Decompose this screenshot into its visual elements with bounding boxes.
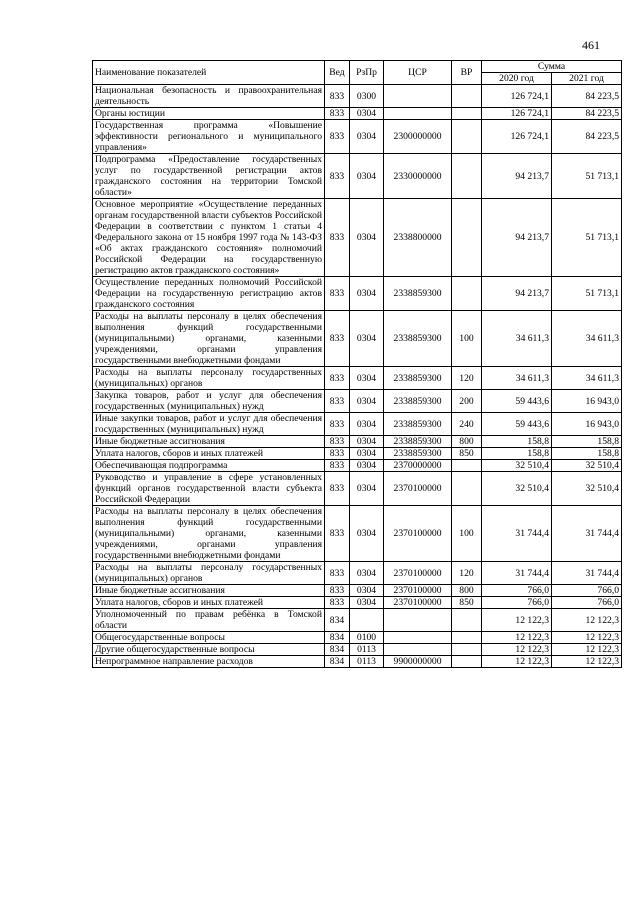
cell-vr: 100 [452, 506, 482, 562]
cell-ved: 833 [325, 199, 350, 277]
cell-rzpr: 0304 [350, 506, 384, 562]
cell-csr: 2338859300 [384, 311, 452, 367]
cell-rzpr: 0100 [350, 632, 384, 644]
cell-sum-2020: 766,0 [482, 597, 552, 609]
table-row [93, 120, 622, 154]
cell-sum-2021: 16 943,0 [552, 390, 622, 413]
cell-vr [452, 644, 482, 656]
cell-name: Непрограммное направление расходов [93, 656, 325, 668]
cell-name: Руководство и управление в сфере установленных функций органов государственной власти субъекта Российской Федерации [93, 472, 325, 506]
cell-sum-2021: 766,0 [552, 585, 622, 597]
cell-sum-2021: 766,0 [552, 597, 622, 609]
cell-sum-2020: 126 724,1 [482, 120, 552, 154]
table-row [93, 413, 622, 436]
cell-vr: 200 [452, 390, 482, 413]
cell-ved: 833 [325, 367, 350, 390]
header-ved: Вед [325, 61, 350, 85]
cell-csr [384, 108, 452, 120]
table-row [93, 436, 622, 448]
cell-sum-2020: 59 443,6 [482, 413, 552, 436]
cell-name: Обеспечивающая подпрограмма [93, 460, 325, 472]
cell-ved: 834 [325, 644, 350, 656]
cell-sum-2021: 12 122,3 [552, 609, 622, 632]
cell-name: Подпрограмма «Предоставление государственных услуг по государственной регистрации актов гражданского состояния на территории Томской области» [93, 154, 325, 199]
table-row [93, 656, 622, 668]
cell-rzpr: 0304 [350, 413, 384, 436]
cell-ved: 833 [325, 562, 350, 585]
cell-rzpr: 0304 [350, 108, 384, 120]
table-row [93, 367, 622, 390]
cell-csr: 2338800000 [384, 199, 452, 277]
cell-sum-2020: 158,8 [482, 448, 552, 460]
cell-vr [452, 609, 482, 632]
cell-vr: 120 [452, 367, 482, 390]
cell-sum-2020: 766,0 [482, 585, 552, 597]
table-row [93, 108, 622, 120]
cell-sum-2021: 51 713,1 [552, 154, 622, 199]
cell-rzpr: 0304 [350, 390, 384, 413]
cell-name: Другие общегосударственные вопросы [93, 644, 325, 656]
cell-ved: 833 [325, 390, 350, 413]
cell-name: Расходы на выплаты персоналу государственных (муниципальных) органов [93, 367, 325, 390]
cell-csr [384, 85, 452, 108]
cell-sum-2021: 158,8 [552, 448, 622, 460]
cell-sum-2020: 12 122,3 [482, 644, 552, 656]
cell-rzpr: 0113 [350, 644, 384, 656]
cell-name: Расходы на выплаты персоналу государственных (муниципальных) органов [93, 562, 325, 585]
cell-csr [384, 609, 452, 632]
cell-ved: 833 [325, 597, 350, 609]
cell-sum-2021: 84 223,5 [552, 108, 622, 120]
table-row [93, 460, 622, 472]
cell-sum-2020: 94 213,7 [482, 154, 552, 199]
cell-ved: 834 [325, 632, 350, 644]
cell-vr [452, 277, 482, 311]
cell-vr [452, 656, 482, 668]
cell-sum-2020: 12 122,3 [482, 656, 552, 668]
table-row [93, 277, 622, 311]
cell-rzpr: 0304 [350, 436, 384, 448]
cell-ved: 833 [325, 154, 350, 199]
cell-vr: 850 [452, 448, 482, 460]
cell-vr [452, 460, 482, 472]
cell-sum-2020: 31 744,4 [482, 506, 552, 562]
cell-sum-2021: 51 713,1 [552, 277, 622, 311]
cell-csr: 2338859300 [384, 277, 452, 311]
cell-name: Осуществление переданных полномочий Российской Федерации на государственную регистрацию актов гражданского состояния [93, 277, 325, 311]
cell-sum-2021: 16 943,0 [552, 413, 622, 436]
cell-rzpr: 0304 [350, 448, 384, 460]
cell-csr [384, 644, 452, 656]
cell-sum-2021: 31 744,4 [552, 562, 622, 585]
table-row [93, 506, 622, 562]
cell-sum-2021: 84 223,5 [552, 120, 622, 154]
cell-vr: 800 [452, 436, 482, 448]
cell-vr: 100 [452, 311, 482, 367]
cell-rzpr: 0304 [350, 199, 384, 277]
table-row [93, 632, 622, 644]
cell-name: Расходы на выплаты персоналу в целях обеспечения выполнения функций государственными (муниципальными) органами, казенными учреждениями, органами управления государственными внебюджетными фондами [93, 311, 325, 367]
cell-name: Государственная программа «Повышение эффективности регионального и муниципального управления» [93, 120, 325, 154]
cell-sum-2020: 12 122,3 [482, 609, 552, 632]
cell-sum-2020: 34 611,3 [482, 311, 552, 367]
cell-csr: 2330000000 [384, 154, 452, 199]
cell-sum-2021: 32 510,4 [552, 460, 622, 472]
cell-name: Уплата налогов, сборов и иных платежей [93, 448, 325, 460]
cell-vr: 800 [452, 585, 482, 597]
cell-name: Иные закупки товаров, работ и услуг для обеспечения государственных (муниципальных) нужд [93, 413, 325, 436]
cell-vr: 120 [452, 562, 482, 585]
cell-ved: 833 [325, 311, 350, 367]
cell-sum-2020: 126 724,1 [482, 85, 552, 108]
cell-sum-2021: 34 611,3 [552, 367, 622, 390]
cell-name: Иные бюджетные ассигнования [93, 436, 325, 448]
cell-rzpr: 0304 [350, 154, 384, 199]
cell-name: Общегосударственные вопросы [93, 632, 325, 644]
cell-rzpr: 0113 [350, 656, 384, 668]
cell-csr: 2300000000 [384, 120, 452, 154]
table-row [93, 390, 622, 413]
cell-vr [452, 120, 482, 154]
cell-rzpr: 0304 [350, 472, 384, 506]
cell-csr: 9900000000 [384, 656, 452, 668]
cell-ved: 833 [325, 460, 350, 472]
cell-sum-2020: 59 443,6 [482, 390, 552, 413]
cell-sum-2020: 31 744,4 [482, 562, 552, 585]
header-rzpr: РзПр [350, 61, 384, 85]
cell-rzpr: 0304 [350, 562, 384, 585]
table-row [93, 644, 622, 656]
cell-name: Закупка товаров, работ и услуг для обеспечения государственных (муниципальных) нужд [93, 390, 325, 413]
cell-ved: 833 [325, 120, 350, 154]
header-year-2021: 2021 год [552, 73, 622, 85]
cell-name: Органы юстиции [93, 108, 325, 120]
header-vr: ВР [452, 61, 482, 85]
table-row [93, 472, 622, 506]
table-row [93, 311, 622, 367]
cell-sum-2021: 158,8 [552, 436, 622, 448]
cell-csr: 2338859300 [384, 436, 452, 448]
cell-sum-2020: 34 611,3 [482, 367, 552, 390]
header-sum: Сумма [482, 61, 622, 73]
cell-vr [452, 632, 482, 644]
cell-sum-2020: 126 724,1 [482, 108, 552, 120]
cell-name: Уполномоченный по правам ребёнка в Томской области [93, 609, 325, 632]
cell-sum-2021: 34 611,3 [552, 311, 622, 367]
cell-csr: 2338859300 [384, 367, 452, 390]
cell-rzpr: 0304 [350, 597, 384, 609]
cell-ved: 833 [325, 436, 350, 448]
budget-table [92, 60, 622, 668]
cell-ved: 833 [325, 585, 350, 597]
cell-csr: 2338859300 [384, 413, 452, 436]
cell-ved: 833 [325, 506, 350, 562]
table-row [93, 199, 622, 277]
table-header [93, 61, 622, 85]
cell-sum-2020: 94 213,7 [482, 277, 552, 311]
cell-vr: 240 [452, 413, 482, 436]
cell-sum-2021: 12 122,3 [552, 656, 622, 668]
page-number: 461 [582, 38, 600, 52]
table-row [93, 448, 622, 460]
header-csr: ЦСР [384, 61, 452, 85]
cell-rzpr: 0304 [350, 460, 384, 472]
cell-csr: 2338859300 [384, 448, 452, 460]
cell-rzpr: 0304 [350, 585, 384, 597]
cell-name: Расходы на выплаты персоналу в целях обеспечения выполнения функций государственными (муниципальными) органами, казенными учреждениями, органами управления государственными внебюджетными фондами [93, 506, 325, 562]
cell-rzpr: 0300 [350, 85, 384, 108]
cell-rzpr [350, 609, 384, 632]
cell-csr: 2370100000 [384, 562, 452, 585]
cell-csr: 2370100000 [384, 585, 452, 597]
header-name: Наименование показателей [93, 61, 325, 85]
cell-csr: 2370100000 [384, 597, 452, 609]
cell-sum-2021: 32 510,4 [552, 472, 622, 506]
cell-name: Иные бюджетные ассигнования [93, 585, 325, 597]
cell-sum-2021: 51 713,1 [552, 199, 622, 277]
cell-sum-2020: 32 510,4 [482, 460, 552, 472]
table-row [93, 609, 622, 632]
cell-sum-2020: 94 213,7 [482, 199, 552, 277]
cell-vr [452, 199, 482, 277]
cell-sum-2021: 12 122,3 [552, 644, 622, 656]
cell-rzpr: 0304 [350, 277, 384, 311]
table-row [93, 85, 622, 108]
cell-name: Национальная безопасность и правоохранительная деятельность [93, 85, 325, 108]
cell-sum-2021: 31 744,4 [552, 506, 622, 562]
cell-vr [452, 472, 482, 506]
cell-vr [452, 154, 482, 199]
cell-name: Уплата налогов, сборов и иных платежей [93, 597, 325, 609]
cell-ved: 833 [325, 472, 350, 506]
table-row [93, 585, 622, 597]
cell-ved: 833 [325, 413, 350, 436]
cell-name: Основное мероприятие «Осуществление переданных органам государственной власти субъектов Российской Федерации в соответствии с пунктом 1 статьи 4 Федерального закона от 15 ноября 1997 года № 143-ФЗ «Об актах гражданского состояния» полномочий Российской Федерации на государственную регистрацию актов гражданского состояния» [93, 199, 325, 277]
table-row [93, 154, 622, 199]
cell-sum-2021: 12 122,3 [552, 632, 622, 644]
cell-sum-2021: 84 223,5 [552, 85, 622, 108]
cell-csr: 2370000000 [384, 460, 452, 472]
cell-ved: 834 [325, 656, 350, 668]
cell-ved: 833 [325, 108, 350, 120]
cell-csr: 2338859300 [384, 390, 452, 413]
cell-sum-2020: 12 122,3 [482, 632, 552, 644]
cell-rzpr: 0304 [350, 311, 384, 367]
cell-csr: 2370100000 [384, 472, 452, 506]
cell-csr: 2370100000 [384, 506, 452, 562]
table-body [93, 85, 622, 668]
cell-rzpr: 0304 [350, 367, 384, 390]
table-row [93, 562, 622, 585]
table-row [93, 597, 622, 609]
cell-vr [452, 108, 482, 120]
cell-sum-2020: 32 510,4 [482, 472, 552, 506]
cell-ved: 833 [325, 448, 350, 460]
cell-sum-2020: 158,8 [482, 436, 552, 448]
cell-ved: 834 [325, 609, 350, 632]
cell-csr [384, 632, 452, 644]
cell-vr [452, 85, 482, 108]
cell-ved: 833 [325, 277, 350, 311]
cell-ved: 833 [325, 85, 350, 108]
cell-vr: 850 [452, 597, 482, 609]
header-year-2020: 2020 год [482, 73, 552, 85]
cell-rzpr: 0304 [350, 120, 384, 154]
